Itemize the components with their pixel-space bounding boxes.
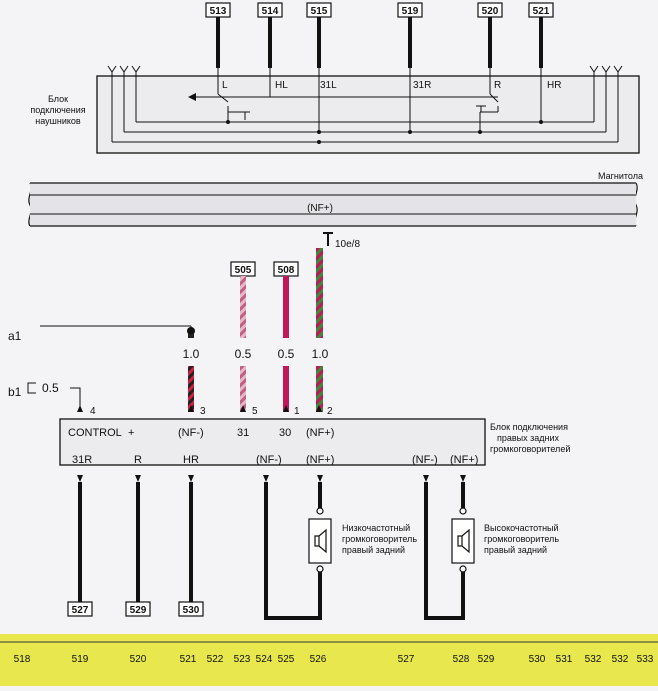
scale-tick: 531 [555,654,573,665]
control-block [60,419,570,466]
control-pin-plus: + [128,427,135,439]
pin-2-label: 2 [327,406,333,417]
wire-530-number: 530 [182,605,200,616]
woofer-label-1: Низкочастотный [342,523,411,533]
pin-1-label: 1 [294,406,300,417]
control-pin-nf-plus: (NF+) [306,427,335,439]
scale-tick: 523 [233,654,251,665]
wire-number-label: 520 [481,6,499,17]
top-wire-513 [206,3,230,68]
scale-bar [0,634,658,686]
wire-527-number: 527 [71,605,89,616]
scale-tick: 521 [179,654,197,665]
wire-529-number: 529 [129,605,147,616]
scale-tick: 519 [71,654,89,665]
headphone-block-label-2: подключения [30,105,86,115]
pin-label-31L: 31L [320,80,337,91]
wire-508-number: 508 [277,265,295,276]
scale-tick: 533 [636,654,654,665]
woofer-label-2: громкоговоритель [342,534,418,544]
wire-508-size: 0.5 [277,347,295,361]
control-pin-r: R [134,454,142,466]
control-block-label-2: правых задних [497,433,560,443]
pin-label-HL: HL [275,80,288,91]
pin-label-R: R [494,80,502,91]
scale-tick: 529 [477,654,495,665]
scale-tick: 532 [584,654,602,665]
control-pin-30: 30 [279,427,292,439]
wire-505-number: 505 [234,265,252,276]
radio-label: Магнитола [598,171,643,181]
control-block-label-1: Блок подключения [490,422,568,432]
scale-tick: 527 [397,654,415,665]
headphone-block [30,66,639,153]
woofer-speaker [309,508,417,572]
control-pin-control: CONTROL [68,427,122,439]
b1-label: b1 [8,385,22,399]
wire-nf-plus-line-bottom [316,366,323,412]
wire-505-size: 0.5 [234,347,252,361]
antenna-icons [108,66,622,76]
scale-tick: 532 [611,654,629,665]
control-pin-nf-plus-low: (NF+) [306,454,335,466]
wire-number-label: 519 [401,6,419,17]
middle-wires [8,248,333,417]
connector-icon [323,233,333,246]
tweeter-label-2: громкоговоритель [484,534,560,544]
control-pin-nf-minus: (NF-) [178,427,204,439]
pin-label-31R: 31R [413,80,432,91]
control-block-label-3: громкоговорителей [490,444,571,454]
wire-number-label: 521 [532,6,550,17]
wire-505-line-top [240,276,246,338]
wire-508-line-top [283,276,289,338]
pin-label-L: L [222,80,228,91]
scale-tick: 526 [309,654,327,665]
b1-bracket-icon [28,383,36,393]
top-wire-514 [258,3,282,68]
scale-tick: 528 [452,654,470,665]
radio-unit [29,171,643,250]
control-pin-nf-minus-low: (NF-) [256,454,282,466]
top-wire-519 [398,3,422,68]
wire-number-label: 515 [310,6,328,17]
pin-4-label: 4 [90,406,96,417]
pin-5-label: 5 [252,406,258,417]
scale-tick: 524 [255,654,273,665]
a1-label: a1 [8,329,22,343]
b1-wire [70,388,80,408]
radio-body [30,183,636,226]
tweeter-label-1: Высокочастотный [484,523,559,533]
control-pin-31: 31 [237,427,250,439]
output-arrows [77,475,466,482]
scale-tick: 525 [277,654,295,665]
speaker-box [452,519,474,563]
wire-nf-plus-line-top [316,248,323,338]
scale-tick: 520 [129,654,147,665]
control-pin-31r: 31R [72,454,93,466]
scale-tick: 518 [13,654,31,665]
bottom-wires [68,475,466,618]
scale-tick: 530 [528,654,546,665]
wire-number-label: 514 [261,6,279,17]
top-wires [206,3,553,68]
top-wire-515 [307,3,331,68]
control-pin-hr: HR [183,454,199,466]
pin-label-HR: HR [547,80,562,91]
headphone-block-label-3: наушников [35,116,81,126]
wire-nf-plus-size: 1.0 [311,347,329,361]
top-wire-520 [478,3,502,68]
radio-connector-label: 10e/8 [335,239,361,250]
woofer-label-3: правый задний [342,545,406,555]
headphone-block-label-1: Блок [47,94,69,104]
tweeter-speaker [452,508,559,572]
tweeter-label-3: правый задний [484,545,548,555]
wire-number-label: 513 [209,6,227,17]
speaker-box [309,519,331,563]
control-pin-nf-plus-high: (NF+) [450,454,479,466]
radio-pin-nf-plus: (NF+) [307,203,333,214]
b1-size: 0.5 [42,381,59,395]
pin-3-label: 3 [200,406,206,417]
wire-nf-minus-size: 1.0 [182,347,200,361]
top-wire-521 [529,3,553,68]
control-pin-nf-minus-high: (NF-) [412,454,438,466]
scale-tick: 522 [206,654,224,665]
